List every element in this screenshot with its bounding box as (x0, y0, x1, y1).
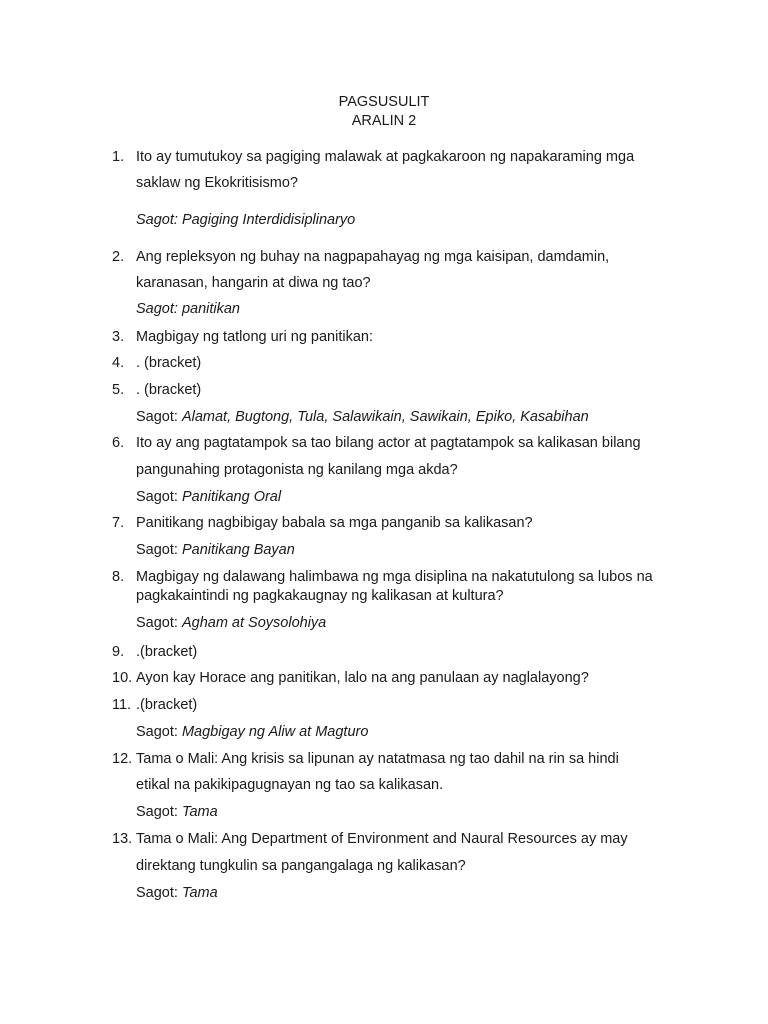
answer-text: Panitikang Oral (181, 489, 282, 505)
question-line: Tama o Mali: Ang Department of Environment and Naural Resources ay may (136, 831, 628, 847)
question-line: karanasan, hangarin at diwa ng tao? (136, 275, 371, 291)
answer-text: Panitikang Bayan (181, 542, 295, 558)
answer-label: Sagot: (136, 885, 178, 901)
answer-text: Tama (181, 885, 218, 901)
answer-label: Sagot: (136, 724, 178, 740)
item-number: 10. (112, 670, 133, 686)
item-number: 9. (112, 644, 125, 660)
question-line: .(bracket) (136, 697, 198, 713)
item-number: 4. (112, 355, 125, 371)
item-number: 12. (112, 751, 133, 767)
item-number: 8. (112, 569, 125, 585)
page-title: PAGSUSULIT (338, 94, 430, 110)
question-line: . (bracket) (136, 382, 202, 398)
item-number: 13. (112, 831, 133, 847)
question-line: etikal na pakikipagugnayan ng tao sa kalikasan. (136, 777, 444, 793)
question-line: Tama o Mali: Ang krisis sa lipunan ay natatmasa ng tao dahil na rin sa hindi (136, 751, 619, 767)
item-number: 11. (112, 697, 132, 713)
question-line: Ito ay ang pagtatampok sa tao bilang actor at pagtatampok sa kalikasan bilang (136, 435, 641, 451)
answer-line (136, 540, 295, 560)
answer-line: Sagot: Pagiging Interdidisiplinaryo (136, 212, 356, 228)
answer-label: Sagot: (136, 489, 178, 505)
answer-text: Alamat, Bugtong, Tula, Salawikain, Sawikain, Epiko, Kasabihan (181, 409, 589, 425)
answer-line (136, 722, 368, 742)
page-subtitle: ARALIN 2 (351, 113, 417, 129)
question-line: Ayon kay Horace ang panitikan, lalo na ang panulaan ay naglalayong? (136, 670, 589, 686)
question-line: . (bracket) (136, 355, 202, 371)
answer-line (136, 407, 589, 427)
item-number: 2. (112, 249, 125, 265)
answer-label: Sagot: (136, 615, 178, 631)
answer-line (136, 883, 218, 903)
answer-label: Sagot: (136, 409, 178, 425)
question-line: saklaw ng Ekokritisismo? (136, 175, 298, 191)
answer-line (136, 613, 326, 633)
answer-text: Magbigay ng Aliw at Magturo (181, 724, 369, 740)
question-line: Magbigay ng dalawang halimbawa ng mga disiplina na nakatutulong sa lubos na (136, 569, 653, 585)
answer-label: Sagot: (136, 542, 178, 558)
question-line: pangunahing protagonista ng kanilang mga akda? (136, 462, 458, 478)
question-line: .(bracket) (136, 644, 198, 660)
answer-text: Agham at Soysolohiya (181, 615, 327, 631)
item-number: 6. (112, 435, 125, 451)
question-line: Panitikang nagbibigay babala sa mga panganib sa kalikasan? (136, 515, 533, 531)
answer-line: Sagot: panitikan (136, 301, 240, 317)
question-line: direktang tungkulin sa pangangalaga ng kalikasan? (136, 858, 466, 874)
item-number: 5. (112, 382, 125, 398)
answer-line (136, 487, 281, 507)
question-line: Ang repleksyon ng buhay na nagpapahayag ng mga kaisipan, damdamin, (136, 249, 610, 265)
question-line: Ito ay tumutukoy sa pagiging malawak at pagkakaroon ng napakaraming mga (136, 149, 635, 165)
question-line: pagkakaintindi ng pagkakaugnay ng kalikasan at kultura? (136, 588, 504, 604)
question-line: Magbigay ng tatlong uri ng panitikan: (136, 329, 373, 345)
item-number: 1. (112, 149, 125, 165)
answer-label: Sagot: (136, 804, 178, 820)
answer-line (136, 802, 218, 822)
answer-text: Tama (181, 804, 218, 820)
item-number: 7. (112, 515, 125, 531)
item-number: 3. (112, 329, 125, 345)
